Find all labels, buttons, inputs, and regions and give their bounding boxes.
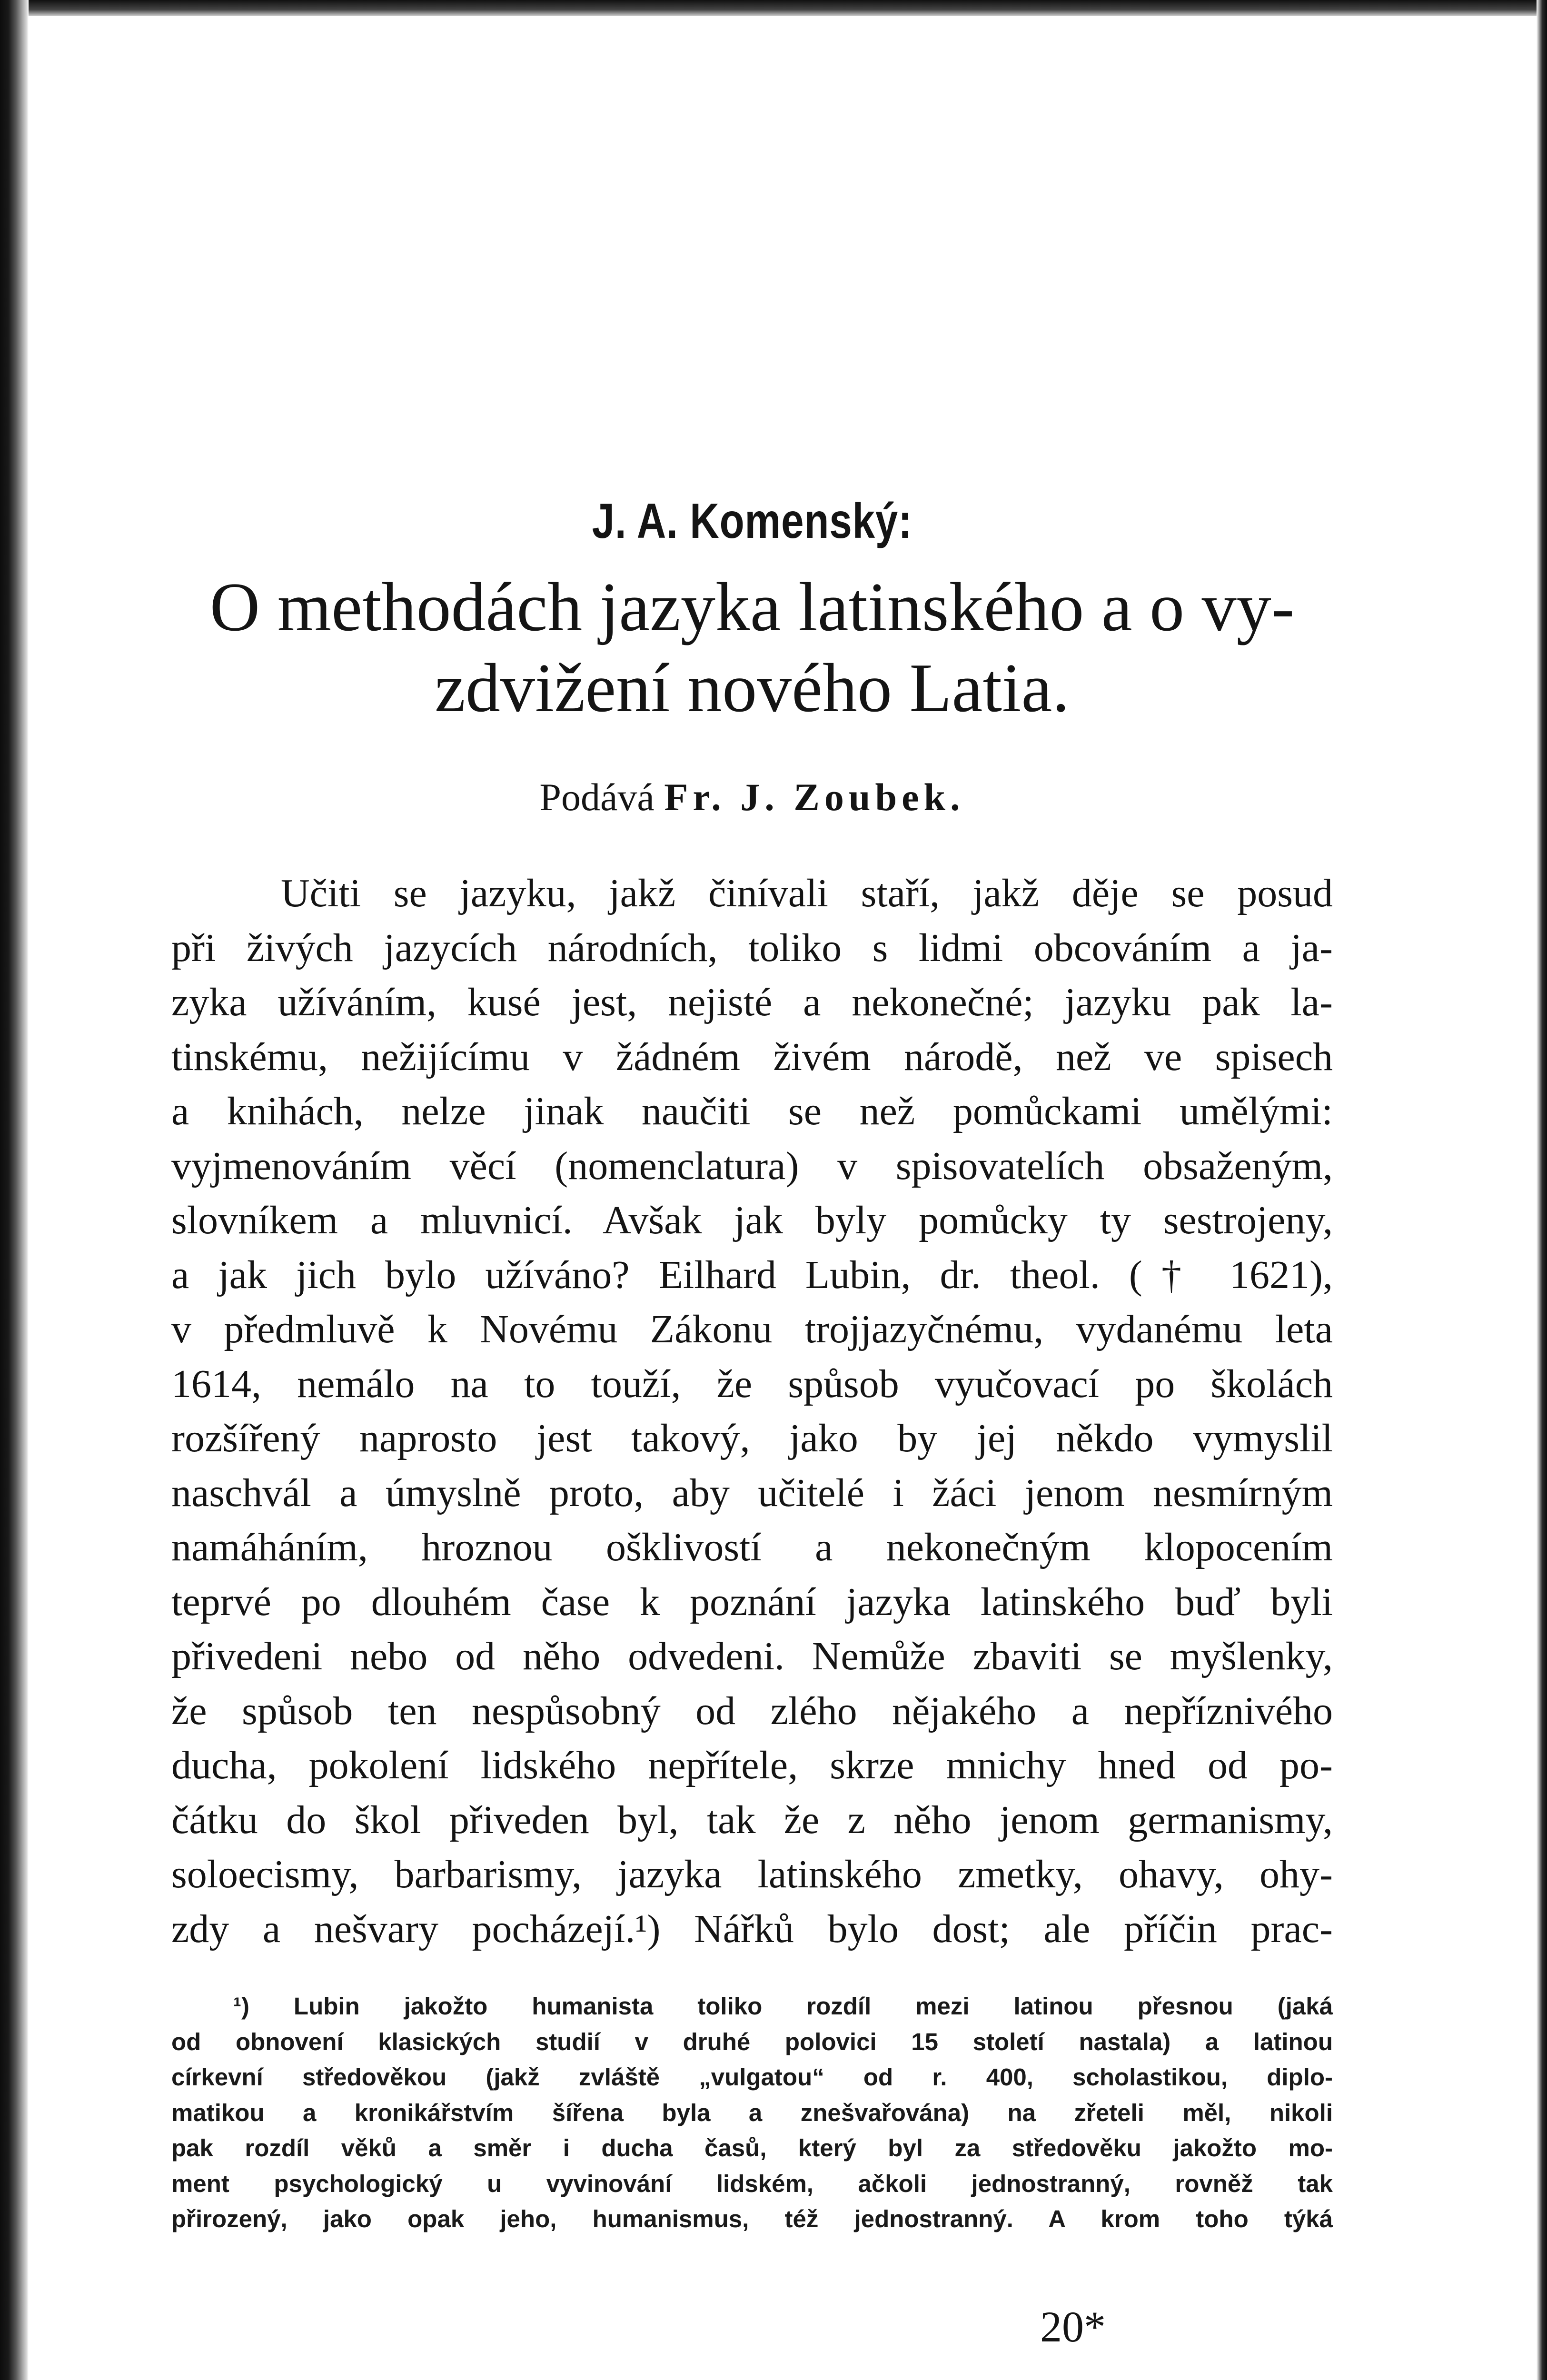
body-line: namáháním, hroznou ošklivostí a nekonečným klopocením (171, 1525, 1333, 1569)
body-line: vyjmenováním věcí (nomenclatura) v spisovatelích obsaženým, (171, 1143, 1333, 1188)
scan-edge-right (1537, 0, 1547, 2380)
footnote-line: pak rozdíl věků a směr i ducha časů, který byl za středověku jakožto mo- (171, 2134, 1333, 2162)
body-line: tinskému, nežijícímu v žádném živém národě, než ve spisech (171, 1034, 1333, 1079)
author-heading: J. A. Komenský: (592, 494, 912, 549)
scan-edge-left (0, 0, 29, 2380)
body-line: zdy a nešvary pocházejí.¹) Nářků bylo dost; ale příčin prac- (171, 1906, 1333, 1951)
page-content (171, 490, 1333, 2237)
article-title-line-2: zdvižení nového Latia. (435, 649, 1070, 726)
body-line: slovníkem a mluvnicí. Avšak jak byly pomůcky ty sestrojeny, (171, 1198, 1333, 1242)
byline-name: Fr. J. Zoubek. (664, 775, 965, 819)
footnote-line: od obnovení klasických studií v druhé polovici 15 století nastala) a latinou (171, 2028, 1333, 2055)
body-line: soloecismy, barbarismy, jazyka latinského zmetky, ohavy, ohy- (171, 1852, 1333, 1896)
body-line: naschvál a úmyslně proto, aby učitelé i žáci jenom nesmírným (171, 1470, 1333, 1515)
body-line: přivedeni nebo od něho odvedeni. Nemůže zbaviti se myšlenky, (171, 1634, 1333, 1678)
body-line: při živých jazycích národních, toliko s lidmi obcováním a ja- (171, 925, 1333, 970)
footnote-line: ment psychologický u vyvinování lidském, ačkoli jednostranný, rovněž tak (171, 2170, 1333, 2197)
byline-prefix: Podává (539, 775, 654, 819)
footnote-line: ¹) Lubin jakožto humanista toliko rozdíl mezi latinou přesnou (jaká (233, 1993, 1333, 2020)
body-line: v předmluvě k Novému Zákonu trojjazyčnému, vydanému leta (171, 1307, 1333, 1351)
body-text (171, 866, 1333, 1956)
body-line: ducha, pokolení lidského nepřítele, skrze mnichy hned od po- (171, 1743, 1333, 1787)
scan-edge-top (0, 0, 1547, 16)
body-line: že spůsob ten nespůsobný od zlého nějakého a nepříznivého (171, 1688, 1333, 1733)
footnote-line: matikou a kronikářstvím šířena byla a znešvařována) na zřeteli měl, nikoli (171, 2099, 1333, 2126)
body-line: 1614, nemálo na to touží, že spůsob vyučovací po školách (171, 1361, 1333, 1406)
body-line: a knihách, nelze jinak naučiti se než pomůckami umělými: (171, 1089, 1333, 1133)
article-title-line-1: O methodách jazyka latinského a o vy- (209, 568, 1295, 645)
signature-mark: 20* (1040, 2302, 1106, 2351)
body-line: teprvé po dlouhém čase k poznání jazyka latinského buď byli (171, 1579, 1333, 1624)
footnote-line: přirozený, jako opak jeho, humanismus, též jednostranný. A krom toho týká (171, 2205, 1333, 2232)
footnote-line: církevní středověkou (jakž zvláště „vulgatou“ od r. 400, scholastikou, diplo- (171, 2063, 1333, 2091)
body-line: zyka užíváním, kusé jest, nejisté a nekonečné; jazyku pak la- (171, 980, 1333, 1024)
body-line: a jak jich bylo užíváno? Eilhard Lubin, dr. theol. († 1621), (171, 1252, 1333, 1297)
article-title (171, 566, 1333, 728)
body-line: čátku do škol přiveden byl, tak že z něho jenom germanismy, (171, 1797, 1333, 1842)
footnotes (171, 1989, 1333, 2237)
body-line: rozšířený naprosto jest takový, jako by jej někdo vymyslil (171, 1416, 1333, 1460)
body-line: Učiti se jazyku, jakž činívali staří, jakž děje se posud (281, 871, 1333, 915)
byline (171, 771, 1333, 823)
